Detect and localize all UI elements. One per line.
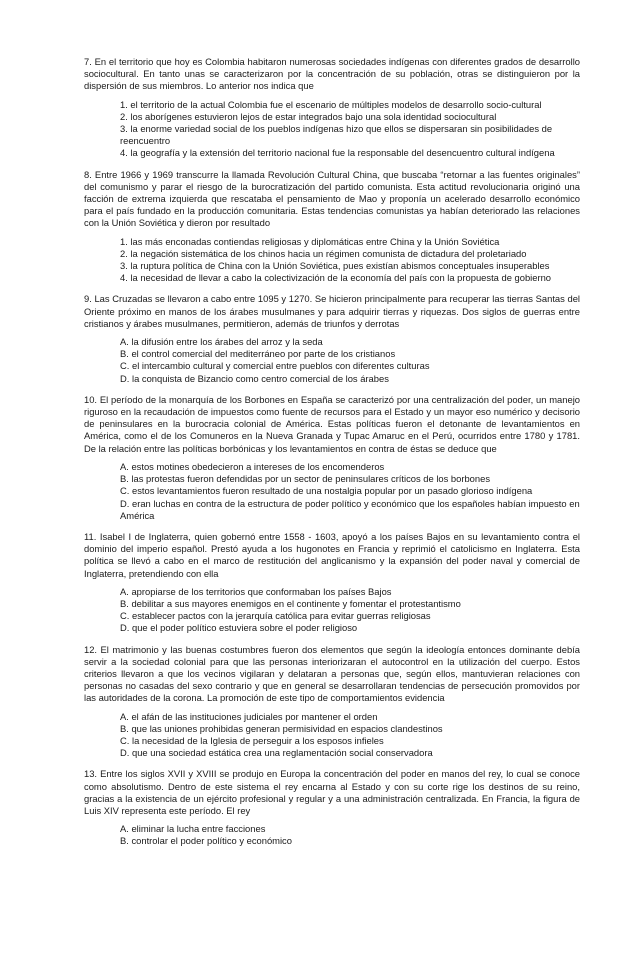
answer-option: C. estos levantamientos fueron resultado de una nostalgia popular por un pasado glorioso indígena (120, 485, 533, 497)
question-stem: 10. El período de la monarquía de los Borbones en España se caracterizó por una centralización del poder, un manejo riguroso en la recaudación de impuestos como fuente de recursos para el Estado y un mayor eso numérico y decisorio de peninsulares en la burocracia colonial de América. Estas políticas fueron el detonante de levantamientos en América, como el de los Comuneros en la Nueva Granada y Tupac Amaruc en el Perú, ocurridos entre 1780 y 1781. De la relación entre las políticas borbónicas y los levantamientos en contra de éstas se deduce que (84, 393, 580, 454)
answer-options (84, 236, 580, 285)
question-9 (84, 293, 580, 384)
answer-option: D. que una sociedad estática crea una reglamentación social conservadora (120, 747, 433, 759)
answer-option: D. eran luchas en contra de la estructura de poder político y económico que los españoles habían impuesto en América (120, 497, 580, 521)
question-13 (84, 768, 580, 847)
answer-option: C. establecer pactos con la jerarquía católica para evitar guerras religiosas (120, 610, 431, 622)
question-stem: 7. En el territorio que hoy es Colombia habitaron numerosas sociedades indígenas con diferentes grados de desarrollo sociocultural. En tanto unas se caracterizaron por la concentración de su población, otras se distinguieron por la dispersión de sus miembros. Lo anterior nos indica que (84, 56, 580, 92)
answer-option: A. eliminar la lucha entre facciones (120, 823, 266, 835)
answer-options (84, 99, 580, 160)
question-stem: 13. Entre los siglos XVII y XVIII se produjo en Europa la concentración del poder en manos del rey, lo cual se conoce como absolutismo. Dentro de este sistema el rey encarna al Estado y con su corte rige los destinos de su reino, gracias a la existencia de un ejército profesional y regular y a una administración centralizada. En Francia, la figura de Luis XIV representa este período. El rey (84, 768, 580, 816)
answer-option: A. apropiarse de los territorios que conformaban los países Bajos (120, 585, 392, 597)
answer-option: A. el afán de las instituciones judiciales por mantener el orden (120, 710, 378, 722)
question-11 (84, 531, 580, 635)
answer-option: 1. las más enconadas contiendas religiosas y diplomáticas entre China y la Unión Soviética (120, 235, 500, 247)
answer-option: 4. la geografía y la extensión del territorio nacional fue la responsable del desencuentro cultural indígena (120, 147, 555, 159)
answer-option: A. la difusión entre los árabes del arroz y la seda (120, 336, 323, 348)
answer-option: A. estos motines obedecieron a intereses de los encomenderos (120, 460, 385, 472)
question-stem: 8. Entre 1966 y 1969 transcurre la llamada Revolución Cultural China, que buscaba “retornar a las fuentes originales” del comunismo y parar el riesgo de la burocratización del partido comunista. Esta actitud revolucionaria originó una facción de extrema izquierda que rescataba el pensamiento de Mao y proponía un acelerado desarrollo económico para el país fundado en la producción comunitaria. Estas tendencias comunistas ya habían deteriorado las relaciones con la Unión Soviética y dieron por resultado (84, 168, 580, 229)
answer-options (84, 711, 580, 760)
answer-option: B. las protestas fueron defendidas por un sector de peninsulares críticos de los borbones (120, 473, 491, 485)
answer-options (84, 586, 580, 635)
answer-option: 1. el territorio de la actual Colombia fue el escenario de múltiples modelos de desarrollo socio-cultural (120, 98, 542, 110)
answer-option: 2. los aborígenes estuvieron lejos de estar integrados bajo una sola identidad sociocultural (120, 110, 497, 122)
answer-option: 3. la enorme variedad social de los pueblos indígenas hizo que ellos se dispersaran sin posibilidades de reencuentro (120, 123, 553, 147)
answer-options (84, 336, 580, 385)
answer-option: 3. la ruptura política de China con la Unión Soviética, pues existían abismos conceptuales insuperables (120, 260, 550, 272)
question-stem: 12. El matrimonio y las buenas costumbres fueron dos elementos que según la ideología entonces dominante debía servir a la sociedad colonial para que las personas interiorizaran el autocontrol en la utilización del cuerpo. Estos criterios llevaron a que los vecinos vigilaran y delataran a personas que, según ellos, mantuvieran relaciones con personas no casadas del sexo contrario y que en general se desarrollaran tendencias de persecución promovidos por las autoridades de la corona. La promoción de este tipo de comportamientos evidencia (84, 643, 580, 704)
question-7 (84, 56, 580, 160)
answer-options (84, 823, 580, 847)
question-stem: 9. Las Cruzadas se llevaron a cabo entre 1095 y 1270. Se hicieron principalmente para recuperar las tierras Santas del Oriente próximo en manos de los árabes musulmanes y para adquirir tierras y riquezas. Dos siglos de guerras entre cristianos y árabes musulmanes, permitieron, además de triunfos y derrotas (84, 293, 580, 329)
answer-option: B. el control comercial del mediterráneo por parte de los cristianos (120, 348, 396, 360)
question-stem: 11. Isabel I de Inglaterra, quien gobernó entre 1558 - 1603, apoyó a los países Bajos en su levantamiento contra el dominio del imperio español. Prestó ayuda a los hugonotes en Francia y reprimió el catolicismo en Inglaterra. Esta política se llevó a cabo en el marco de restitución del anglicanismo y la expansión del poder naval y comercial de Inglaterra, pretendiendo con ella (84, 530, 580, 579)
question-8 (84, 169, 580, 285)
answer-option: B. debilitar a sus mayores enemigos en el continente y fomentar el protestantismo (120, 597, 461, 609)
answer-option: 2. la negación sistemática de los chinos hacia un régimen comunista de dictadura del proletariado (120, 247, 527, 259)
answer-option: D. que el poder político estuviera sobre el poder religioso (120, 622, 358, 634)
answer-option: B. controlar el poder político y económico (120, 835, 292, 847)
answer-option: B. que las uniones prohibidas generan permisividad en espacios clandestinos (120, 722, 443, 734)
question-12 (84, 644, 580, 760)
answer-option: 4. la necesidad de llevar a cabo la colectivización de la economía del país con la propuesta de gobierno (120, 272, 552, 284)
answer-options (84, 461, 580, 522)
answer-option: D. la conquista de Bizancio como centro comercial de los árabes (120, 372, 389, 384)
answer-option: C. la necesidad de la Iglesia de perseguir a los esposos infieles (120, 734, 384, 746)
question-10 (84, 394, 580, 522)
answer-option: C. el intercambio cultural y comercial entre pueblos con diferentes culturas (120, 360, 430, 372)
